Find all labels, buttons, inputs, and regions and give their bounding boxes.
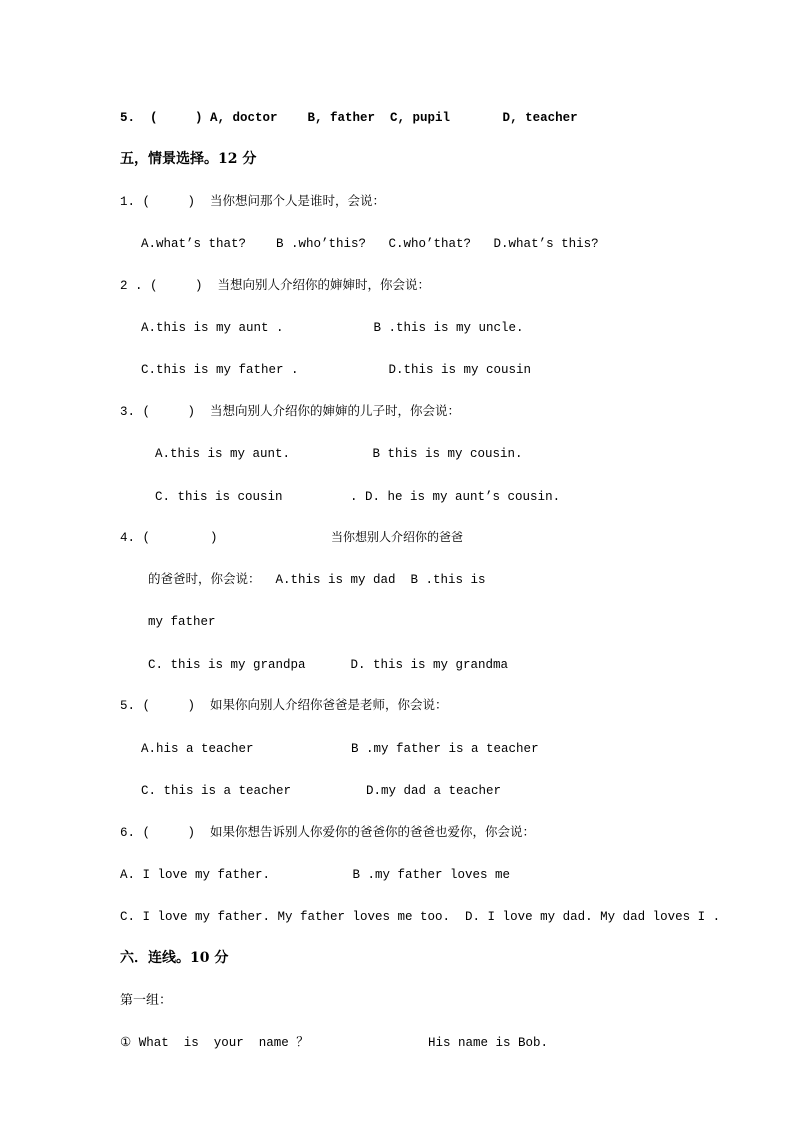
s5-question-3-options-cd: C. this is cousin . D. he is my aunt’s cousin.: [155, 490, 561, 504]
section-5-title: 五，情景选择。12 分: [120, 151, 257, 167]
s5-question-4-text: 当你想别人介绍你的爸爸: [331, 531, 464, 545]
s5-question-2: 2 . ( ) 当想向别人介绍你的婶婶时，你会说：: [120, 279, 431, 293]
s5-question-3: 3. ( ) 当想向别人介绍你的婶婶的儿子时，你会说：: [120, 405, 461, 419]
s5-question-4-option-b-tail: my father: [148, 615, 216, 629]
match-left-1: ① What is your name ？: [120, 1036, 309, 1050]
s5-question-4-options-cd: C. this is my grandpa D. this is my grandma: [148, 658, 509, 672]
question-5-prev: 5. ( ) A, doctor B, father C, pupil D, teacher: [120, 111, 578, 125]
s5-question-6-options-ab: A. I love my father. B .my father loves me: [120, 868, 511, 882]
s5-question-6: 6. ( ) 如果你想告诉别人你爱你的爸爸你的爸爸也爱你，你会说：: [120, 826, 536, 840]
s5-question-5-options-ab: A.his a teacher B .my father is a teacher: [141, 742, 539, 756]
s5-question-5: 5. ( ) 如果你向别人介绍你爸爸是老师，你会说：: [120, 699, 448, 713]
s5-question-4-continued: 的爸爸时，你会说： A.this is my dad B .this is: [148, 573, 486, 587]
group-1-label: 第一组：: [120, 993, 173, 1008]
s5-question-3-options-ab: A.this is my aunt. B this is my cousin.: [155, 447, 523, 461]
s5-question-2-options-ab: A.this is my aunt . B .this is my uncle.: [141, 321, 524, 335]
s5-question-2-options-cd: C.this is my father . D.this is my cousin: [141, 363, 532, 377]
s5-question-1-options: A.what’s that? B .who’this? C.who’that? D.what’s this?: [141, 237, 599, 251]
s5-question-6-options-cd: C. I love my father. My father loves me too. D. I love my dad. My dad loves I .: [120, 910, 721, 924]
match-right-1: His name is Bob.: [428, 1036, 549, 1050]
s5-question-1: 1. ( ) 当你想问那个人是谁时，会说：: [120, 195, 386, 209]
s5-question-4-number: 4. ( ): [120, 531, 218, 545]
s5-question-5-options-cd: C. this is a teacher D.my dad a teacher: [141, 784, 502, 798]
section-6-title: 六．连线。10 分: [120, 950, 229, 966]
